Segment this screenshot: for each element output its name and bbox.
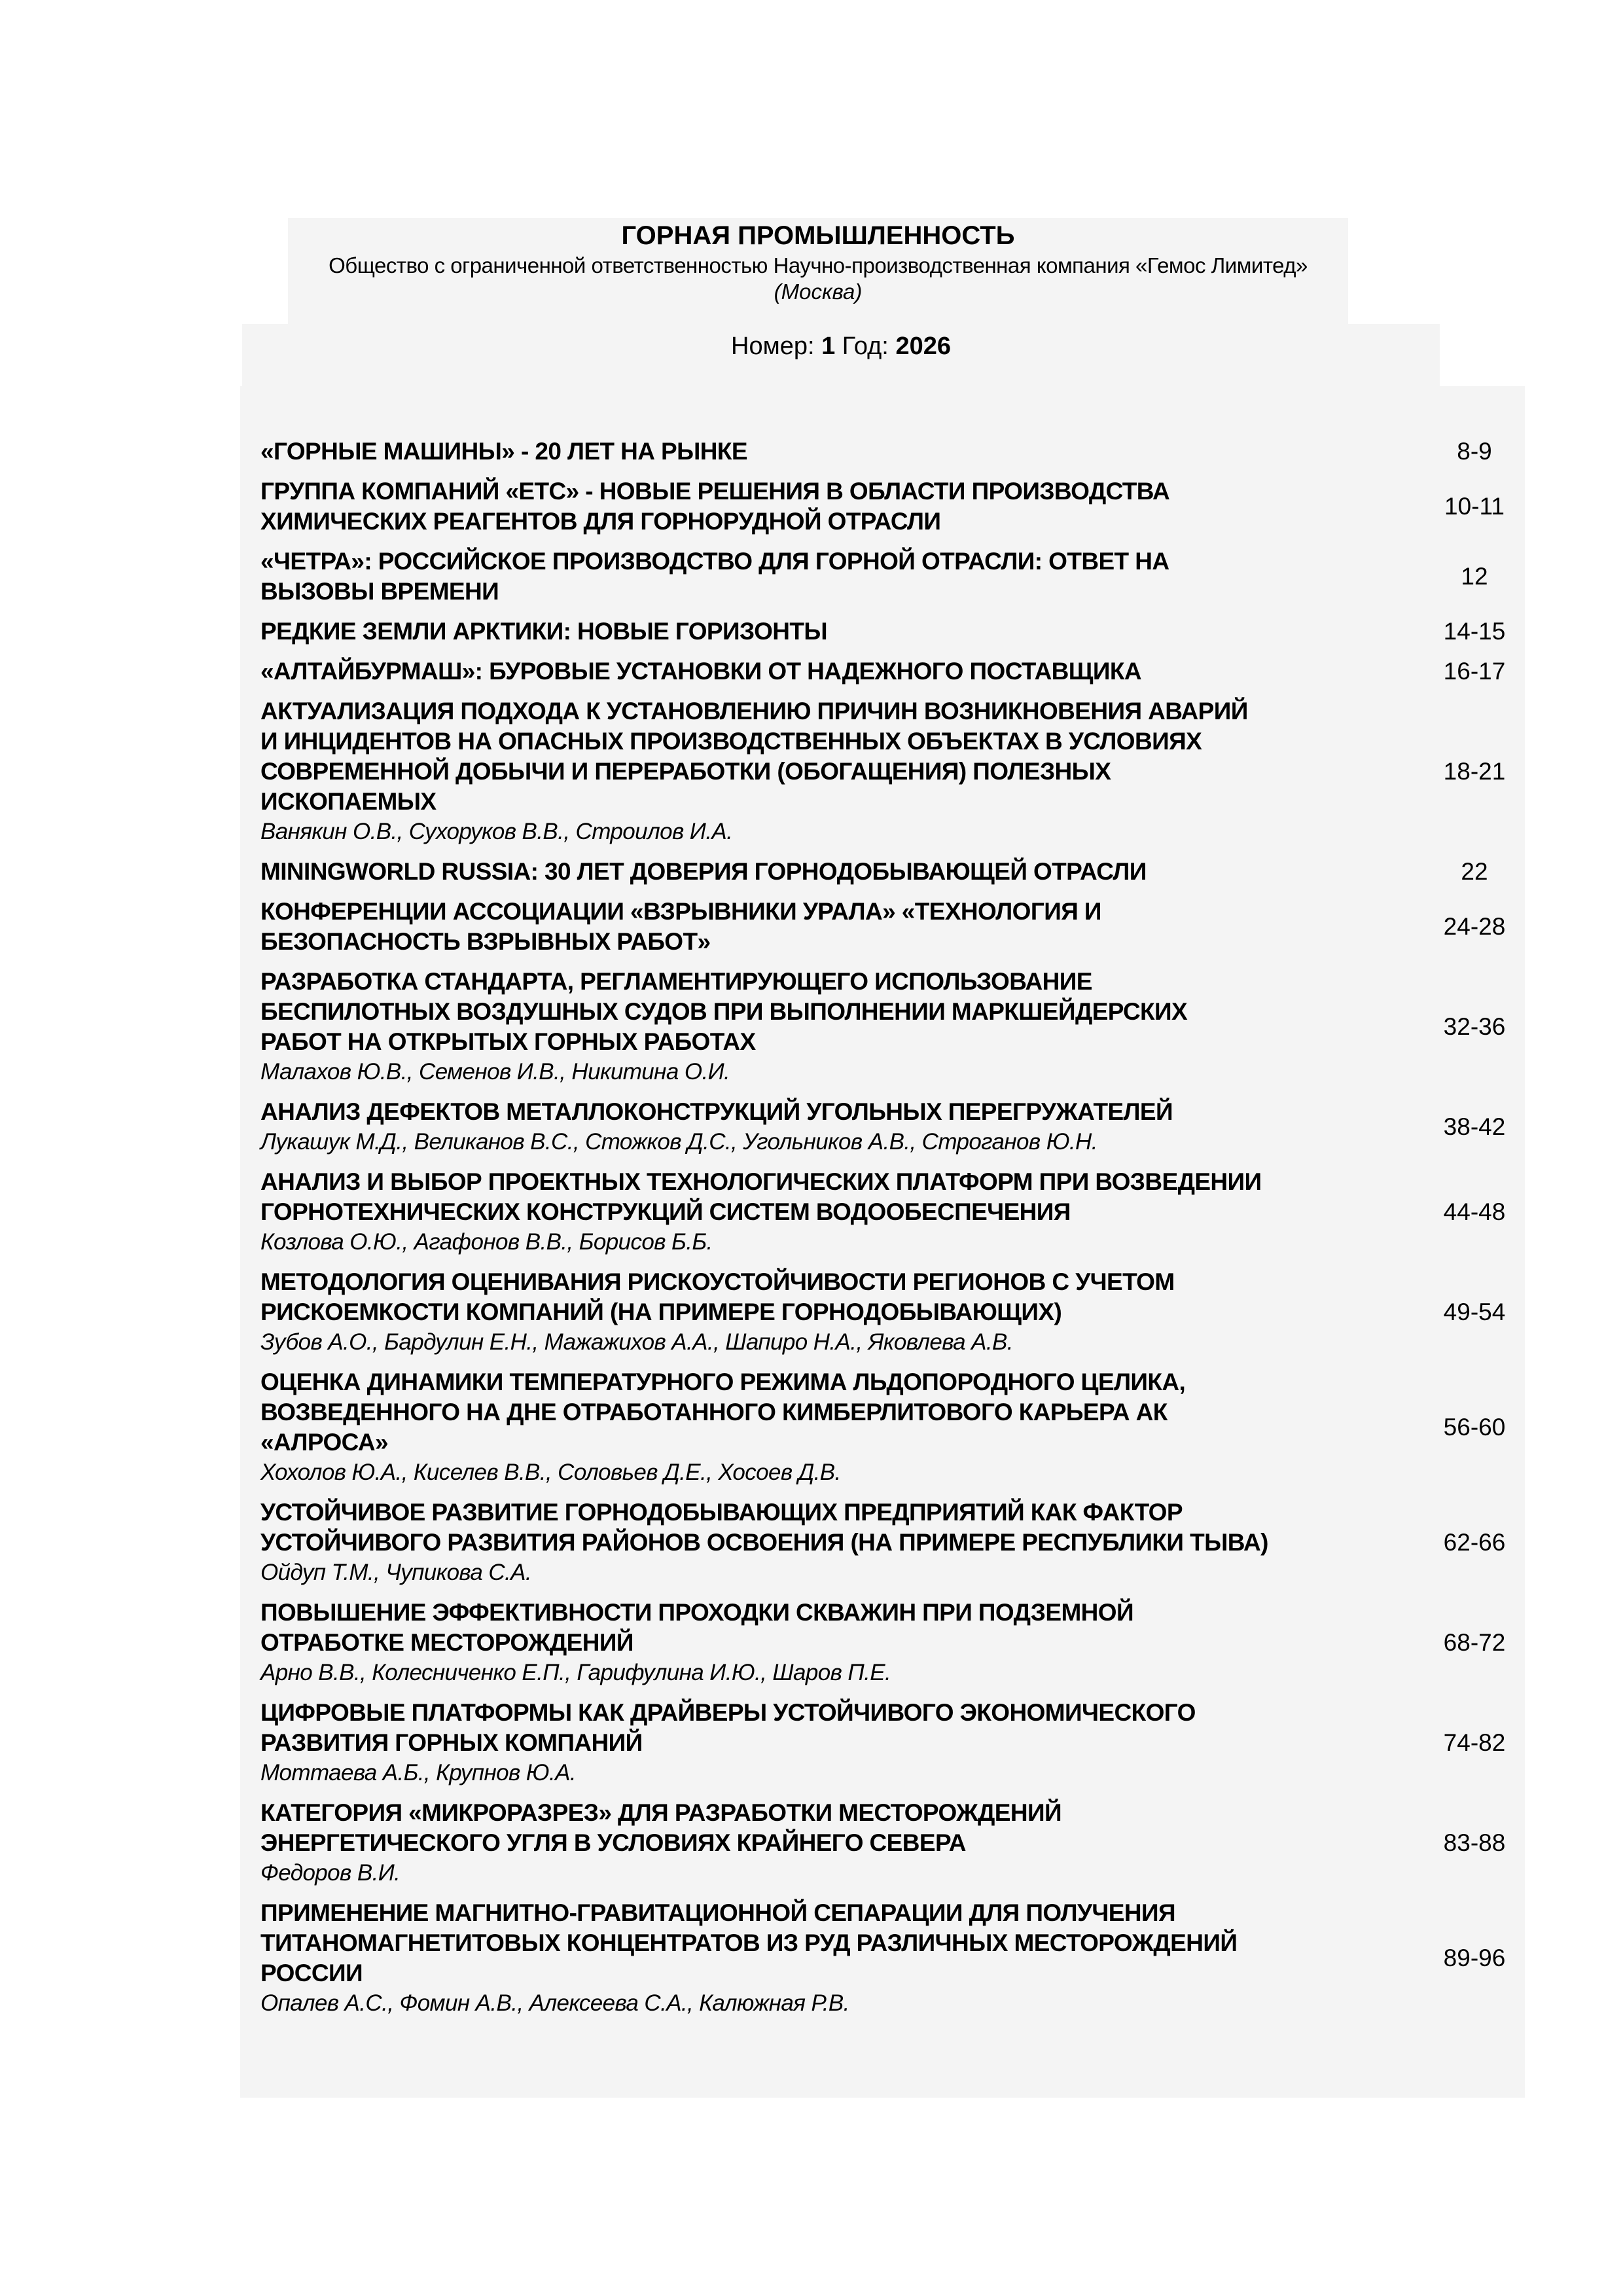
toc-entry[interactable] (260, 547, 1504, 607)
entry-text (260, 1798, 1360, 1888)
article-pages: 44-48 (1443, 1198, 1506, 1225)
article-pages: 74-82 (1443, 1729, 1506, 1756)
entry-text (260, 1097, 1360, 1157)
toc-entry[interactable] (260, 476, 1504, 537)
entry-text (260, 547, 1360, 607)
toc-entry[interactable] (260, 1498, 1504, 1588)
entry-text (260, 617, 1360, 647)
issue-year: 2026 (895, 332, 951, 360)
article-authors: Моттаева А.Б., Крупнов Ю.А. (260, 1760, 576, 1785)
article-pages: 83-88 (1443, 1829, 1506, 1856)
article-pages: 62-66 (1443, 1529, 1506, 1556)
article-title[interactable]: MININGWORLD RUSSIA: 30 ЛЕТ ДОВЕРИЯ ГОРНОДОБЫВАЮЩЕЙ ОТРАСЛИ (260, 858, 1147, 885)
toc-entry[interactable] (260, 1267, 1504, 1357)
entry-text (260, 1498, 1360, 1588)
article-title[interactable]: УСТОЙЧИВОЕ РАЗВИТИЕ ГОРНОДОБЫВАЮЩИХ ПРЕДПРИЯТИЙ КАК ФАКТОР УСТОЙЧИВОГО РАЗВИТИЯ РАЙОНОВ ОСВОЕНИЯ (НА ПРИМЕРЕ РЕСПУБЛИКИ ТЫВА) (260, 1499, 1268, 1556)
issue-info (242, 331, 1440, 362)
entry-text (260, 476, 1360, 537)
article-pages: 14-15 (1443, 618, 1506, 645)
entry-text (260, 437, 1360, 467)
article-pages: 18-21 (1443, 758, 1506, 785)
entry-text (260, 696, 1360, 847)
article-title[interactable]: КАТЕГОРИЯ «МИКРОРАЗРЕЗ» ДЛЯ РАЗРАБОТКИ МЕСТОРОЖДЕНИЙ ЭНЕРГЕТИЧЕСКОГО УГЛЯ В УСЛОВИЯХ КРАЙНЕГО СЕВЕРА (260, 1799, 1061, 1856)
article-authors: Арно В.В., Колесниченко Е.П., Гарифулина И.Ю., Шаров П.Е. (260, 1660, 891, 1685)
issue-number: 1 (821, 332, 836, 360)
toc-entry[interactable] (260, 617, 1504, 647)
toc-entry[interactable] (260, 1097, 1504, 1157)
table-of-contents (260, 437, 1504, 2028)
toc-entry[interactable] (260, 696, 1504, 847)
article-pages: 16-17 (1443, 658, 1506, 685)
journal-city: (Москва) (774, 279, 863, 304)
article-title[interactable]: ОЦЕНКА ДИНАМИКИ ТЕМПЕРАТУРНОГО РЕЖИМА ЛЬДОПОРОДНОГО ЦЕЛИКА, ВОЗВЕДЕННОГО НА ДНЕ ОТРАБОТАННОГО КИМБЕРЛИТОВОГО КАРЬЕРА АК «АЛРОСА» (260, 1369, 1186, 1456)
article-authors: Лукашук М.Д., Великанов В.С., Стожков Д.С., Угольников А.В., Строганов Ю.Н. (260, 1129, 1097, 1155)
article-title[interactable]: ГРУППА КОМПАНИЙ «ЕТС» - НОВЫЕ РЕШЕНИЯ В ОБЛАСТИ ПРОИЗВОДСТВА ХИМИЧЕСКИХ РЕАГЕНТОВ ДЛЯ ГОРНОРУДНОЙ ОТРАСЛИ (260, 478, 1170, 535)
toc-entry[interactable] (260, 1698, 1504, 1788)
toc-entry[interactable] (260, 437, 1504, 467)
article-title[interactable]: АНАЛИЗ И ВЫБОР ПРОЕКТНЫХ ТЕХНОЛОГИЧЕСКИХ ПЛАТФОРМ ПРИ ВОЗВЕДЕНИИ ГОРНОТЕХНИЧЕСКИХ КОНСТРУКЦИЙ СИСТЕМ ВОДООБЕСПЕЧЕНИЯ (260, 1168, 1262, 1225)
entry-text (260, 857, 1360, 887)
article-authors: Малахов Ю.В., Семенов И.В., Никитина О.И. (260, 1059, 730, 1085)
toc-entry[interactable] (260, 857, 1504, 887)
issue-label: Номер: (731, 332, 815, 360)
article-title[interactable]: ПОВЫШЕНИЕ ЭФФЕКТИВНОСТИ ПРОХОДКИ СКВАЖИН ПРИ ПОДЗЕМНОЙ ОТРАБОТКЕ МЕСТОРОЖДЕНИЙ (260, 1599, 1133, 1656)
entry-text (260, 967, 1360, 1087)
article-title[interactable]: АКТУАЛИЗАЦИЯ ПОДХОДА К УСТАНОВЛЕНИЮ ПРИЧИН ВОЗНИКНОВЕНИЯ АВАРИЙ И ИНЦИДЕНТОВ НА ОПАСНЫХ ПРОИЗВОДСТВЕННЫХ ОБЪЕКТАХ В УСЛОВИЯХ СОВРЕМЕННОЙ ДОБЫЧИ И ПЕРЕРАБОТКИ (ОБОГАЩЕНИЯ) ПОЛЕЗНЫХ ИСКОПАЕМЫХ (260, 698, 1248, 815)
article-title[interactable]: РЕДКИЕ ЗЕМЛИ АРКТИКИ: НОВЫЕ ГОРИЗОНТЫ (260, 618, 827, 645)
entry-text (260, 1267, 1360, 1357)
article-authors: Федоров В.И. (260, 1860, 401, 1886)
article-pages: 38-42 (1443, 1113, 1506, 1140)
article-title[interactable]: «ЧЕТРА»: РОССИЙСКОЕ ПРОИЗВОДСТВО ДЛЯ ГОРНОЙ ОТРАСЛИ: ОТВЕТ НА ВЫЗОВЫ ВРЕМЕНИ (260, 548, 1169, 605)
journal-publisher: Общество с ограниченной ответственностью Научно-производственная компания «Гемос Лимитед» (329, 253, 1308, 278)
article-pages: 24-28 (1443, 913, 1506, 940)
article-pages: 68-72 (1443, 1629, 1506, 1656)
article-pages: 22 (1461, 858, 1488, 885)
article-pages: 10-11 (1444, 493, 1505, 520)
toc-entry[interactable] (260, 967, 1504, 1087)
article-authors: Козлова О.Ю., Агафонов В.В., Борисов Б.Б. (260, 1229, 713, 1255)
toc-entry[interactable] (260, 1898, 1504, 2018)
entry-text (260, 897, 1360, 957)
article-authors: Ойдуп Т.М., Чупикова С.А. (260, 1560, 531, 1585)
article-pages: 8-9 (1457, 438, 1492, 465)
entry-text (260, 656, 1360, 687)
article-title[interactable]: «АЛТАЙБУРМАШ»: БУРОВЫЕ УСТАНОВКИ ОТ НАДЕЖНОГО ПОСТАВЩИКА (260, 658, 1142, 685)
article-pages: 32-36 (1443, 1013, 1506, 1040)
article-pages: 12 (1461, 563, 1488, 590)
article-title[interactable]: «ГОРНЫЕ МАШИНЫ» - 20 ЛЕТ НА РЫНКЕ (260, 438, 747, 465)
toc-entry[interactable] (260, 897, 1504, 957)
article-authors: Хохолов Ю.А., Киселев В.В., Соловьев Д.Е., Хосоев Д.В. (260, 1460, 841, 1485)
entry-text (260, 1167, 1360, 1257)
article-authors: Зубов А.О., Бардулин Е.Н., Мажажихов А.А., Шапиро Н.А., Яковлева А.В. (260, 1329, 1013, 1355)
toc-entry[interactable] (260, 1367, 1504, 1488)
journal-title: ГОРНАЯ ПРОМЫШЛЕННОСТЬ (621, 221, 1015, 250)
article-pages: 49-54 (1443, 1299, 1506, 1325)
toc-entry[interactable] (260, 1598, 1504, 1688)
entry-text (260, 1598, 1360, 1688)
article-authors: Ванякин О.В., Сухоруков В.В., Строилов И.А. (260, 819, 733, 844)
article-title[interactable]: КОНФЕРЕНЦИИ АССОЦИАЦИИ «ВЗРЫВНИКИ УРАЛА» «ТЕХНОЛОГИЯ И БЕЗОПАСНОСТЬ ВЗРЫВНЫХ РАБОТ» (260, 898, 1101, 955)
toc-entry[interactable] (260, 1798, 1504, 1888)
article-title[interactable]: РАЗРАБОТКА СТАНДАРТА, РЕГЛАМЕНТИРУЮЩЕГО ИСПОЛЬЗОВАНИЕ БЕСПИЛОТНЫХ ВОЗДУШНЫХ СУДОВ ПРИ ВЫПОЛНЕНИИ МАРКШЕЙДЕРСКИХ РАБОТ НА ОТКРЫТЫХ ГОРНЫХ РАБОТАХ (260, 968, 1188, 1055)
year-label: Год: (842, 332, 889, 360)
toc-entry[interactable] (260, 1167, 1504, 1257)
article-title[interactable]: ПРИМЕНЕНИЕ МАГНИТНО-ГРАВИТАЦИОННОЙ СЕПАРАЦИИ ДЛЯ ПОЛУЧЕНИЯ ТИТАНОМАГНЕТИТОВЫХ КОНЦЕНТРАТОВ ИЗ РУД РАЗЛИЧНЫХ МЕСТОРОЖДЕНИЙ РОССИИ (260, 1899, 1238, 1986)
article-pages: 89-96 (1443, 1945, 1506, 1971)
article-title[interactable]: ЦИФРОВЫЕ ПЛАТФОРМЫ КАК ДРАЙВЕРЫ УСТОЙЧИВОГО ЭКОНОМИЧЕСКОГО РАЗВИТИЯ ГОРНЫХ КОМПАНИЙ (260, 1699, 1196, 1756)
toc-entry[interactable] (260, 656, 1504, 687)
entry-text (260, 1698, 1360, 1788)
article-pages: 56-60 (1443, 1414, 1506, 1441)
article-title[interactable]: МЕТОДОЛОГИЯ ОЦЕНИВАНИЯ РИСКОУСТОЙЧИВОСТИ РЕГИОНОВ С УЧЕТОМ РИСКОЕМКОСТИ КОМПАНИЙ (НА ПРИМЕРЕ ГОРНОДОБЫВАЮЩИХ) (260, 1268, 1175, 1325)
entry-text (260, 1898, 1360, 2018)
article-authors: Опалев А.С., Фомин А.В., Алексеева С.А., Калюжная Р.В. (260, 1990, 849, 2016)
entry-text (260, 1367, 1360, 1488)
article-title[interactable]: АНАЛИЗ ДЕФЕКТОВ МЕТАЛЛОКОНСТРУКЦИЙ УГОЛЬНЫХ ПЕРЕГРУЖАТЕЛЕЙ (260, 1098, 1173, 1125)
